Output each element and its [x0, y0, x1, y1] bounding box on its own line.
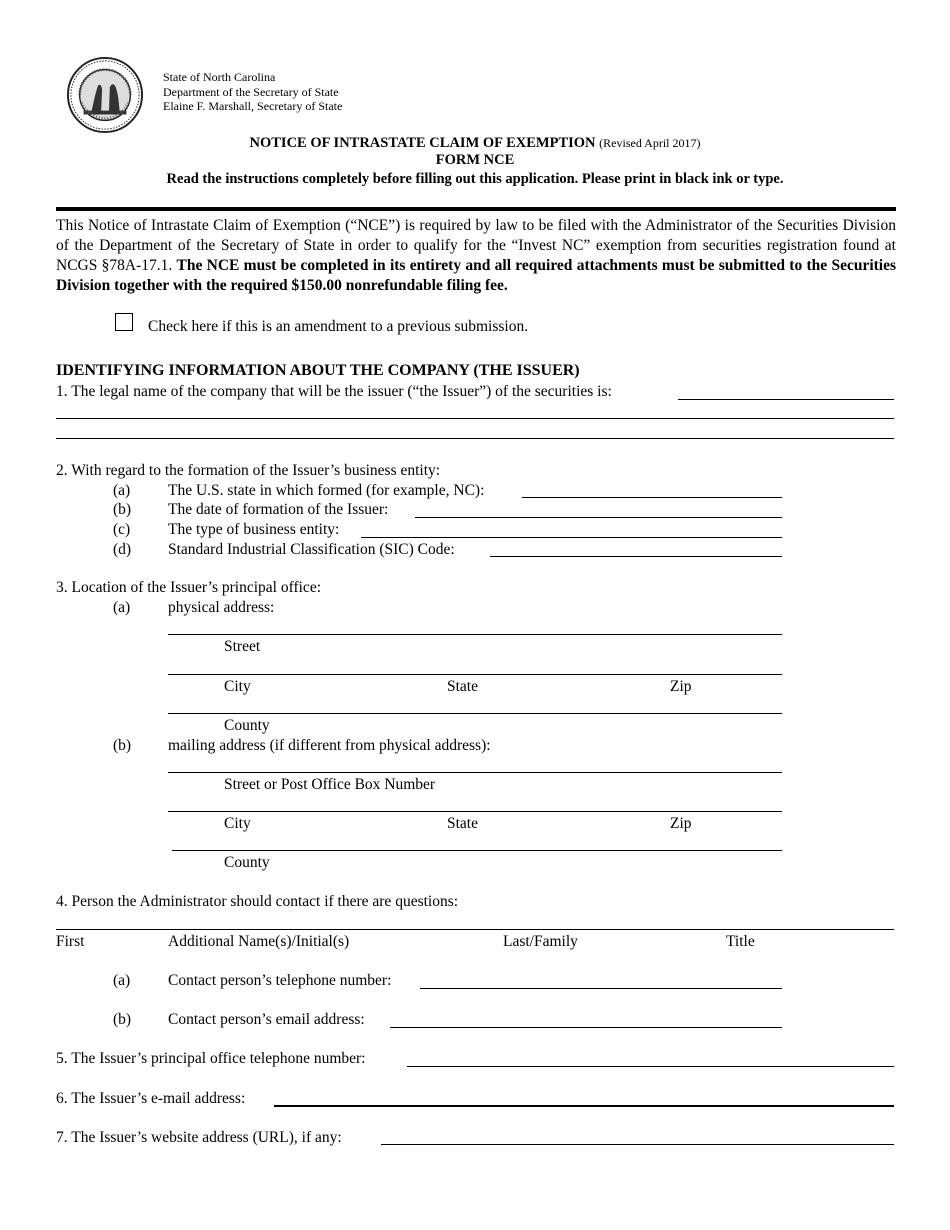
q2-label: 2. With regard to the formation of the Issuer’s business entity: [56, 462, 441, 479]
q6-label: 6. The Issuer’s e-mail address: [56, 1090, 246, 1107]
contact-additional-label: Additional Name(s)/Initial(s) [168, 933, 350, 950]
q4a-label: Contact person’s telephone number: [168, 972, 392, 989]
physical-zip-label: Zip [670, 678, 692, 695]
nc-state-seal-icon [66, 56, 144, 134]
q3b-label: mailing address (if different from physical address): [168, 737, 491, 754]
q3a-label: physical address: [168, 599, 275, 616]
q4a-letter: (a) [113, 972, 131, 989]
mailing-state-label: State [447, 815, 478, 832]
physical-street-field[interactable] [168, 634, 782, 635]
q7-label: 7. The Issuer’s website address (URL), if any: [56, 1129, 342, 1146]
q2b-letter: (b) [113, 501, 132, 518]
q2c-label: The type of business entity: [168, 521, 340, 538]
header-secretary: Elaine F. Marshall, Secretary of State [163, 99, 343, 113]
q1-field-line-2[interactable] [56, 418, 894, 419]
q1-field-line-3[interactable] [56, 438, 894, 439]
section-heading: IDENTIFYING INFORMATION ABOUT THE COMPANY (THE ISSUER) [56, 362, 580, 379]
mailing-zip-label: Zip [670, 815, 692, 832]
physical-state-label: State [447, 678, 478, 695]
contact-phone-field[interactable] [420, 988, 782, 989]
amendment-checkbox[interactable] [115, 313, 133, 331]
q6-field[interactable] [274, 1105, 894, 1107]
q2a-letter: (a) [113, 482, 131, 499]
q2a-field[interactable] [522, 497, 782, 498]
form-id: FORM NCE [435, 152, 515, 168]
physical-city-state-zip-field[interactable] [168, 674, 782, 675]
physical-county-label: County [224, 717, 270, 734]
intro-paragraph: This Notice of Intrastate Claim of Exemption (“NCE”) is required by law to be filed with the Administrator of the Securities Division of the Department of the Secretary of State in order to qualify for the “Invest NC” exemption from securities registration found at NCGS §78A-17.1. The NCE must be completed in its entirety and all required attachments must be submitted to the Securities Division together with the required $150.00 nonrefundable filing fee. [56, 217, 897, 294]
q2d-letter: (d) [113, 541, 132, 558]
q2d-label: Standard Industrial Classification (SIC) Code: [168, 541, 455, 558]
q2d-field[interactable] [490, 556, 782, 557]
q4b-label: Contact person’s email address: [168, 1011, 365, 1028]
contact-last-label: Last/Family [503, 933, 578, 950]
mailing-street-label: Street or Post Office Box Number [224, 776, 436, 793]
header-department: Department of the Secretary of State [163, 84, 339, 99]
physical-county-field[interactable] [168, 713, 782, 714]
header-divider [56, 207, 896, 211]
q7-field[interactable] [381, 1144, 894, 1145]
mailing-street-field[interactable] [168, 772, 782, 773]
q1-label: 1. The legal name of the company that will be the issuer (“the Issuer”) of the securities is: [56, 383, 612, 400]
q4-label: 4. Person the Administrator should contact if there are questions: [56, 893, 459, 910]
q4b-letter: (b) [113, 1011, 132, 1028]
amendment-label: Check here if this is an amendment to a previous submission. [148, 318, 529, 335]
physical-city-label: City [224, 678, 251, 695]
q2b-label: The date of formation of the Issuer: [168, 501, 389, 518]
q3b-letter: (b) [113, 737, 132, 754]
contact-title-label: Title [726, 933, 755, 950]
q2c-field[interactable] [361, 537, 782, 538]
form-instructions: Read the instructions completely before filling out this application. Please print in black ink or type. [166, 171, 784, 187]
mailing-city-state-zip-field[interactable] [168, 811, 782, 812]
q3-label: 3. Location of the Issuer’s principal office: [56, 579, 321, 596]
mailing-county-field[interactable] [172, 850, 782, 851]
q2b-field[interactable] [415, 517, 782, 518]
mailing-city-label: City [224, 815, 251, 832]
q1-field[interactable] [678, 399, 894, 400]
q5-field[interactable] [407, 1066, 894, 1067]
q2a-label: The U.S. state in which formed (for example, NC): [168, 482, 485, 499]
q5-label: 5. The Issuer’s principal office telephone number: [56, 1050, 366, 1067]
contact-name-field[interactable] [56, 929, 894, 930]
q2c-letter: (c) [113, 521, 131, 538]
physical-street-label: Street [224, 638, 261, 655]
q3a-letter: (a) [113, 599, 131, 616]
contact-email-field[interactable] [390, 1027, 782, 1028]
contact-first-label: First [56, 933, 85, 950]
header-state: State of North Carolina [163, 70, 276, 84]
form-title: NOTICE OF INTRASTATE CLAIM OF EXEMPTION (Revised April 2017) [249, 135, 701, 151]
mailing-county-label: County [224, 854, 270, 871]
